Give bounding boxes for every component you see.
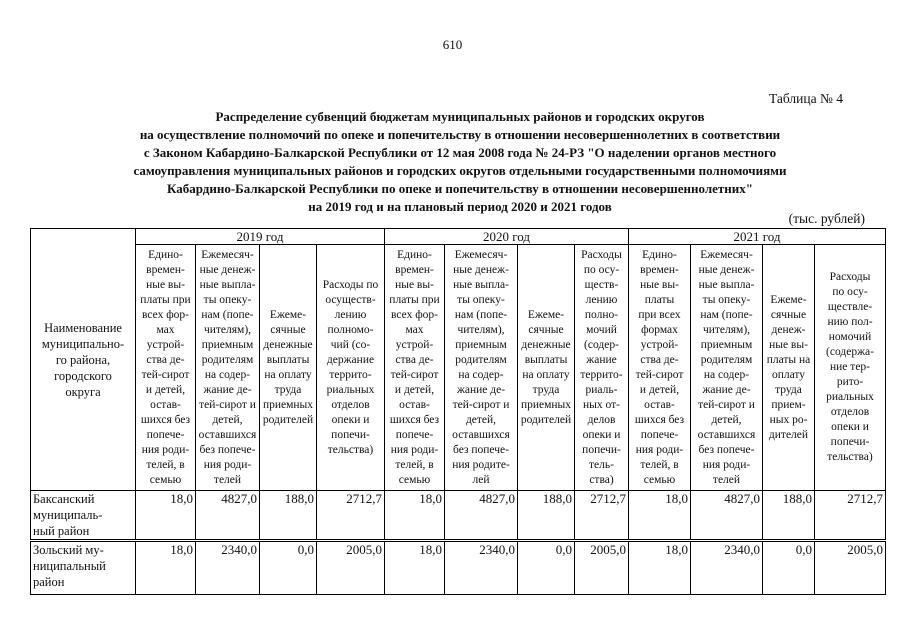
cell-value: 18,0: [629, 541, 691, 595]
cell-value: 4827,0: [445, 491, 518, 541]
cell-value: 188,0: [260, 491, 317, 541]
cell-value: 0,0: [763, 541, 815, 595]
cell-value: 0,0: [518, 541, 575, 595]
cell-value: 4827,0: [691, 491, 763, 541]
col-header-2021-lump-sum: Едино- времен- ные вы- платы при всех формах устрой- ства де- тей-сирот и детей, остав- шихся без попече- ния роди- телей, в семью: [629, 245, 691, 491]
col-header-2020-lump-sum: Едино- времен- ные вы- платы при всех фор- мах устрой- ства де- тей-сирот и детей, остав- шихся без попече- ния роди- телей, в семью: [385, 245, 445, 491]
col-header-2019-admin-costs: Расходы по осуществ- лению полномо- чий (со- держание террито- риальных отделов опеки и попечи- тельства): [317, 245, 385, 491]
cell-value: 188,0: [518, 491, 575, 541]
year-header-2021: 2021 год: [629, 229, 886, 245]
cell-value: 4827,0: [196, 491, 260, 541]
table-label: Таблица № 4: [769, 91, 843, 106]
col-header-2019-foster-pay: Ежеме- сячные денежные выплаты на оплату труда приемных родителей: [260, 245, 317, 491]
cell-value: 18,0: [385, 541, 445, 595]
units-note: (тыс. рублей): [788, 211, 865, 226]
cell-value: 18,0: [629, 491, 691, 541]
subsidy-table: [30, 228, 886, 595]
row-name: Баксанский муниципаль- ный район: [31, 491, 136, 541]
title-line: самоуправления муниципальных районов и городских округов отдельными государственными полномочиями: [133, 163, 787, 178]
cell-value: 2712,7: [575, 491, 629, 541]
cell-value: 2712,7: [317, 491, 385, 541]
title-line: на осуществление полномочий по опеке и попечительству в отношении несовершеннолетних в соответствии: [139, 127, 781, 142]
col-header-2020-foster-pay: Ежеме- сячные денежные выплаты на оплату труда приемных родителей: [518, 245, 575, 491]
cell-value: 2005,0: [815, 541, 886, 595]
cell-value: 18,0: [385, 491, 445, 541]
col-header-2021-foster-pay: Ежеме- сячные денеж- ные вы- платы на оплату труда прием- ных ро- дителей: [763, 245, 815, 491]
cell-value: 2340,0: [445, 541, 518, 595]
col-header-2021-monthly-guardians: Ежемесяч- ные денеж- ные выпла- ты опеку- нам (попе- чителям), приемным родителям на содер- жание де- тей-сирот и детей, оставшихся без попече- ния роди- телей: [691, 245, 763, 491]
table-row: [31, 491, 886, 541]
cell-value: 2005,0: [317, 541, 385, 595]
cell-value: 188,0: [763, 491, 815, 541]
title-line: Кабардино-Балкарской Республики по опеке и попечительству в отношении несовершеннолетних": [166, 181, 754, 196]
title-line: Распределение субвенций бюджетам муниципальных районов и городских округов: [215, 109, 705, 124]
page-number: 610: [442, 37, 463, 52]
col-header-2019-lump-sum: Едино- времен- ные вы- платы при всех фор- мах устрой- ства де- тей-сирот и детей, остав- шихся без попече- ния роди- телей, в семью: [136, 245, 196, 491]
col-header-2019-monthly-guardians: Ежемесяч- ные денеж- ные выпла- ты опеку- нам (попе- чителям), приемным родителям на содер- жание де- тей-сирот и детей, оставшихся без попече- ния роди- телей: [196, 245, 260, 491]
title-line: на 2019 год и на плановый период 2020 и 2021 годов: [308, 199, 612, 214]
cell-value: 0,0: [260, 541, 317, 595]
cell-value: 2005,0: [575, 541, 629, 595]
cell-value: 2712,7: [815, 491, 886, 541]
cell-value: 18,0: [136, 541, 196, 595]
cell-value: 2340,0: [196, 541, 260, 595]
title-line: с Законом Кабардино-Балкарской Республики от 12 мая 2008 года № 24-РЗ "О наделении органов местного: [143, 145, 777, 160]
col-header-2020-admin-costs: Расходы по осу- ществ- лению полно- мочий (содер- жание террито- риаль- ных от- делов опеки и попечи- тель- ства): [575, 245, 629, 491]
year-header-2020: 2020 год: [385, 229, 629, 245]
table-row: [31, 541, 886, 595]
document-title: [40, 108, 880, 216]
col-header-2021-admin-costs: Расходы по осу- ществле- нию пол- номочий (содержа- ние тер- рито- риальных отделов опеки и попечи- тельства): [815, 245, 886, 491]
col-header-2020-monthly-guardians: Ежемесяч- ные денеж- ные выпла- ты опеку- нам (попе- чителям), приемным родителям на содер- жание де- тей-сирот и детей, оставшихся без попече- ния родите- лей: [445, 245, 518, 491]
cell-value: 18,0: [136, 491, 196, 541]
row-name: Зольский му- ниципальный район: [31, 541, 136, 595]
cell-value: 2340,0: [691, 541, 763, 595]
year-header-2019: 2019 год: [136, 229, 385, 245]
name-column-header: Наименование муниципально- го района, городского округа: [31, 229, 136, 491]
